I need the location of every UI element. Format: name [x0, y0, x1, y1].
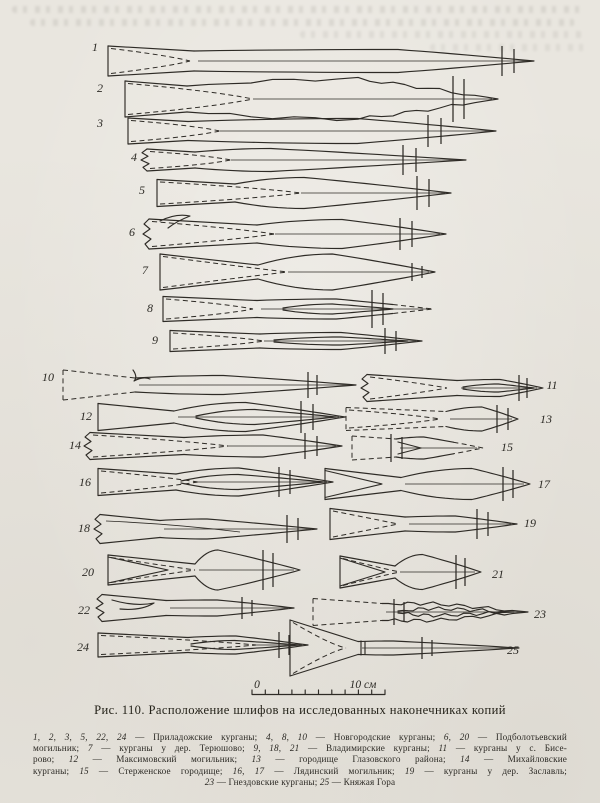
specimen-number-label: 3	[97, 116, 103, 130]
spearhead-group-11	[361, 375, 558, 402]
specimen-number-label: 22	[78, 603, 90, 617]
specimen-number-label: 13	[540, 412, 552, 426]
socket-edge	[108, 46, 194, 51]
socket-edge	[98, 490, 176, 496]
socket-edge	[313, 599, 382, 604]
socket-edge	[290, 655, 358, 677]
specimen-number-label: 16	[79, 475, 91, 489]
spearhead-group-17	[325, 467, 551, 501]
spearhead-group-9	[152, 328, 422, 354]
specimen-number-label: 24	[77, 640, 89, 654]
detail-line	[112, 600, 154, 609]
socket-edge	[128, 118, 188, 122]
specimen-number-label: 17	[538, 477, 550, 491]
specimen-number-label: 21	[492, 567, 504, 581]
specimen-number-label: 14	[69, 438, 81, 452]
spearhead-group-3	[96, 115, 496, 147]
spearhead-group-24	[77, 632, 308, 658]
socket-edge	[108, 71, 194, 76]
socket-edge	[90, 433, 184, 438]
socket-edge	[98, 404, 174, 412]
socket-edge	[98, 469, 176, 475]
legend-line: могильник; 7 — курганы у дер. Терюшово; 9, 18, 21 — Владимирские курганы; 11 — курганы у с. Бисе-	[33, 743, 567, 754]
socket-edge	[160, 254, 258, 265]
legend-line: 1, 2, 3, 5, 22, 24 — Приладожские курганы; 4, 8, 10 — Новгородские курганы; 6, 20 — Подболотьевский	[33, 732, 567, 742]
specimen-number-label: 23	[534, 607, 546, 621]
socket-edge	[98, 633, 188, 638]
spearhead-group-25	[290, 620, 519, 676]
spearhead-group-21	[340, 555, 504, 590]
specimen-number-label: 15	[501, 440, 513, 454]
socket-edge	[330, 509, 405, 518]
legend-line: курганы; 15 — Стерженское городище; 16, 17 — Лядинский могильник; 19 — курганы у дер. Заславль;	[33, 765, 567, 776]
socket-edge	[352, 436, 396, 439]
specimen-number-label: 18	[78, 521, 90, 535]
legend-line: 23 — Гнездовские курганы; 25 — Княжая Гора	[204, 776, 396, 787]
spearhead-group-10	[42, 370, 356, 400]
socket-cavity-dashed	[152, 234, 275, 247]
socket-edge	[157, 180, 235, 185]
spearhead-group-6	[129, 215, 446, 250]
socket-cap-jagged	[361, 375, 369, 402]
socket-cap-jagged	[94, 515, 102, 544]
specimen-number-label: 19	[524, 516, 536, 530]
socket-edge	[100, 515, 160, 521]
spearhead-group-13	[346, 405, 552, 433]
spearhead-group-4	[131, 145, 466, 175]
socket-edge	[102, 616, 166, 622]
spearhead-group-12	[80, 401, 345, 433]
specimen-number-label: 2	[97, 81, 103, 95]
socket-fork-line	[340, 558, 385, 586]
socket-cavity-dashed	[150, 152, 231, 161]
scale-10cm-label: 10 см	[349, 679, 377, 691]
specimen-number-label: 8	[147, 301, 153, 315]
socket-edge	[98, 653, 188, 658]
socket-cavity-dashed	[349, 419, 440, 428]
spearhead-group-14	[69, 433, 342, 460]
spearhead-group-22	[78, 595, 294, 622]
socket-cavity-dashed	[163, 272, 288, 288]
socket-cavity-dashed	[131, 121, 220, 132]
specimen-number-label: 4	[131, 150, 137, 164]
spearhead-group-23	[313, 599, 546, 626]
spearhead-group-18	[78, 515, 317, 544]
specimen-number-label: 9	[152, 333, 158, 347]
spearhead-group-15	[352, 434, 513, 462]
specimen-number-label: 10	[42, 370, 54, 384]
specimen-number-label: 7	[142, 263, 148, 277]
legend-line: рово; 12 — Максимовский могильник; 13 — городище Глазовского района; 14 — Михайловские	[33, 754, 567, 765]
socket-cavity-dashed	[163, 257, 288, 273]
spearhead-group-1	[92, 40, 534, 76]
socket-edge	[352, 457, 396, 460]
socket-edge	[330, 531, 405, 540]
spearhead-blade-outline	[396, 437, 453, 442]
socket-cavity-dashed	[166, 299, 253, 309]
socket-edge	[98, 423, 174, 431]
spearhead-blade-outline	[396, 454, 453, 459]
socket-fork-line	[108, 557, 168, 583]
socket-edge	[367, 375, 457, 381]
spearhead-group-16	[79, 467, 333, 497]
specimen-number-label: 6	[129, 225, 135, 239]
socket-edge	[149, 219, 257, 225]
specimen-number-label: 5	[139, 183, 145, 197]
specimen-number-label: 20	[82, 565, 94, 579]
spearhead-group-20	[82, 550, 300, 590]
socket-cavity-dashed	[349, 410, 440, 419]
specimen-number-label: 12	[80, 409, 92, 423]
socket-cavity-dashed	[150, 160, 231, 169]
socket-cap-jagged	[96, 595, 104, 622]
socket-edge	[160, 279, 258, 290]
socket-cavity-dashed	[166, 309, 253, 319]
socket-edge	[367, 396, 457, 402]
socket-cap-jagged	[143, 219, 151, 249]
spearhead-group-5	[139, 176, 451, 210]
socket-edge	[125, 112, 187, 117]
scale-bar	[252, 679, 385, 695]
socket-edge	[313, 621, 382, 626]
spearhead-group-19	[330, 509, 536, 540]
socket-cavity-dashed	[152, 222, 275, 235]
spearhead-group-8	[147, 290, 433, 328]
figure-caption: Рис. 110. Расположение шлифов на исследованных наконечниках копий	[94, 703, 506, 717]
socket-edge	[157, 202, 235, 207]
socket-edge	[149, 243, 257, 249]
spearhead-group-2	[97, 76, 498, 122]
scale-zero-label: 0	[254, 679, 260, 691]
socket-edge	[125, 81, 187, 86]
figure-legend	[33, 732, 567, 788]
specimen-number-label: 25	[507, 643, 519, 657]
socket-edge	[63, 370, 135, 378]
detail-line	[133, 370, 150, 381]
spearhead-group-7	[142, 254, 435, 290]
socket-cavity-dashed	[131, 131, 220, 142]
socket-edge	[63, 392, 135, 400]
socket-edge	[90, 455, 184, 460]
detail-line	[106, 521, 240, 532]
specimen-number-label: 1	[92, 40, 98, 54]
socket-edge	[100, 538, 160, 544]
socket-cap-jagged	[141, 149, 149, 171]
specimen-number-label: 11	[546, 378, 558, 392]
socket-cap-jagged	[84, 433, 92, 460]
socket-edge	[128, 141, 188, 145]
